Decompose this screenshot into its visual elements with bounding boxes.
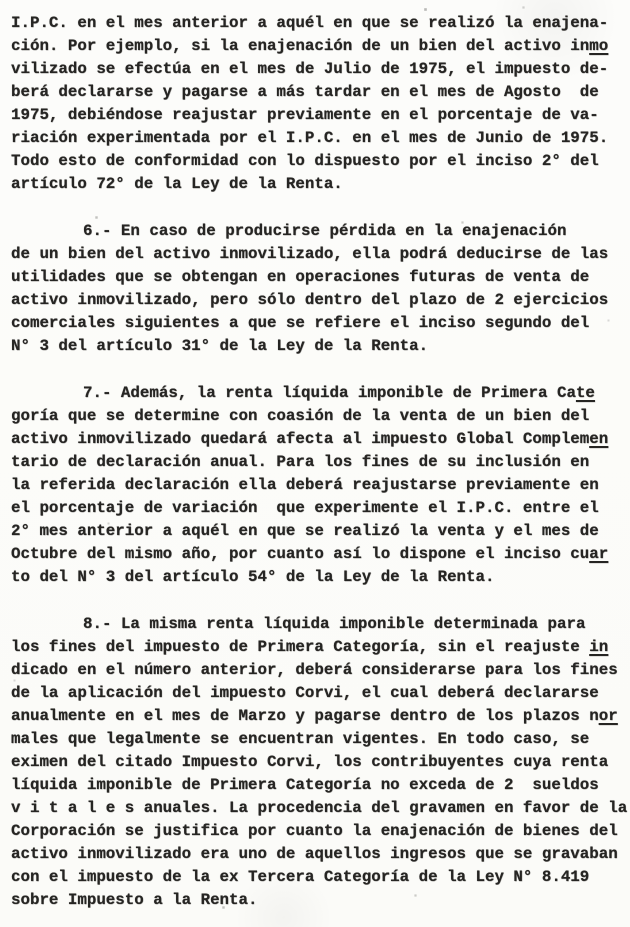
scan-noise [0,0,1,1]
para-continuation [11,12,624,196]
text-line: los fines del impuesto de Primera Categoría, sin el reajuste in [11,638,609,656]
underlined-syllable: mo [589,37,609,55]
text-line: 8.- La misma renta líquida imponible determinada para [83,615,586,633]
text-line: berá declararse y pagarse a más tardar en el mes de Agosto de [11,83,599,101]
text-line: con el impuesto de la ex Tercera Categoría de la Ley N° 8.419 [11,868,590,886]
text-line: de un bien del activo inmovilizado, ella podrá deducirse de las [11,245,609,263]
text-line: riación experimentada por el I.P.C. en el mes de Junio de 1975. [11,129,609,147]
text-line: tario de declaración anual. Para los fines de su inclusión en [11,453,590,471]
text-line: activo inmovilizado era uno de aquellos ingresos que se gravaban [11,845,618,863]
underlined-syllable: en [589,430,609,448]
text-line: Todo esto de conformidad con lo dispuesto por el inciso 2° del [11,152,599,170]
text-line: males que legalmente se encuentran vigentes. En todo caso, se [11,730,590,748]
text-line: activo inmovilizado quedará afecta al impuesto Global Complemen [11,430,609,448]
underlined-syllable: in [589,638,609,656]
text-line: ción. Por ejemplo, si la enajenación de un bien del activo inmo [11,37,609,55]
text-line: Corporación se justifica por cuanto la enajenación de bienes del [11,822,618,840]
text-line: 7.- Además, la renta líquida imponible de Primera Cate [83,384,595,402]
text-line: 2° mes anterior a aquél en que se realizó la venta y el mes de [11,522,599,540]
para-6 [11,220,624,358]
para-7 [11,382,624,589]
underlined-syllable: te [575,384,595,402]
text-line: líquida imponible de Primera Categoría no exceda de 2 sueldos [11,776,599,794]
text-line: vilizado se efectúa en el mes de Julio de 1975, el impuesto de- [11,60,609,78]
text-line: activo inmovilizado, pero sólo dentro del plazo de 2 ejercicios [11,291,609,309]
text-line: N° 3 del artículo 31° de la Ley de la Renta. [11,337,429,355]
underlined-syllable: or [598,707,618,725]
text-line: 1975, debiéndose reajustar previamente en el porcentaje de va- [11,106,599,124]
text-line: Octubre del mismo año, por cuanto así lo dispone el inciso cuar [11,545,609,563]
text-line: eximen del citado Impuesto Corvi, los contribuyentes cuya renta [11,753,609,771]
text-line: comerciales siguientes a que se refiere el inciso segundo del [11,314,590,332]
text-line: v i t a l e s anuales. La procedencia del gravamen en favor de la [11,799,628,817]
text-line: to del N° 3 del artículo 54° de la Ley de la Renta. [11,568,495,586]
text-line: sobre Impuesto a la Renta. [11,891,258,909]
text-line: anualmente en el mes de Marzo y pagarse dentro de los plazos nor [11,707,618,725]
text-line: dicado en el número anterior, deberá considerarse para los fines [11,661,618,679]
text-line: el porcentaje de variación que experimente el I.P.C. entre el [11,499,599,517]
text-line: artículo 72° de la Ley de la Renta. [11,175,343,193]
text-line: 6.- En caso de producirse pérdida en la enajenación [83,222,567,240]
text-line: la referida declaración ella deberá reajustarse previamente en [11,476,599,494]
text-line: utilidades que se obtengan en operaciones futuras de venta de [11,268,590,286]
text-line: goría que se determine con coasión de la venta de un bien del [11,407,590,425]
text-line: I.P.C. en el mes anterior a aquél en que se realizó la enajena- [11,14,609,32]
document-body [11,12,628,912]
underlined-syllable: ar [589,545,609,563]
text-line: de la aplicación del impuesto Corvi, el cual deberá declararse [11,684,599,702]
para-8 [11,613,628,912]
